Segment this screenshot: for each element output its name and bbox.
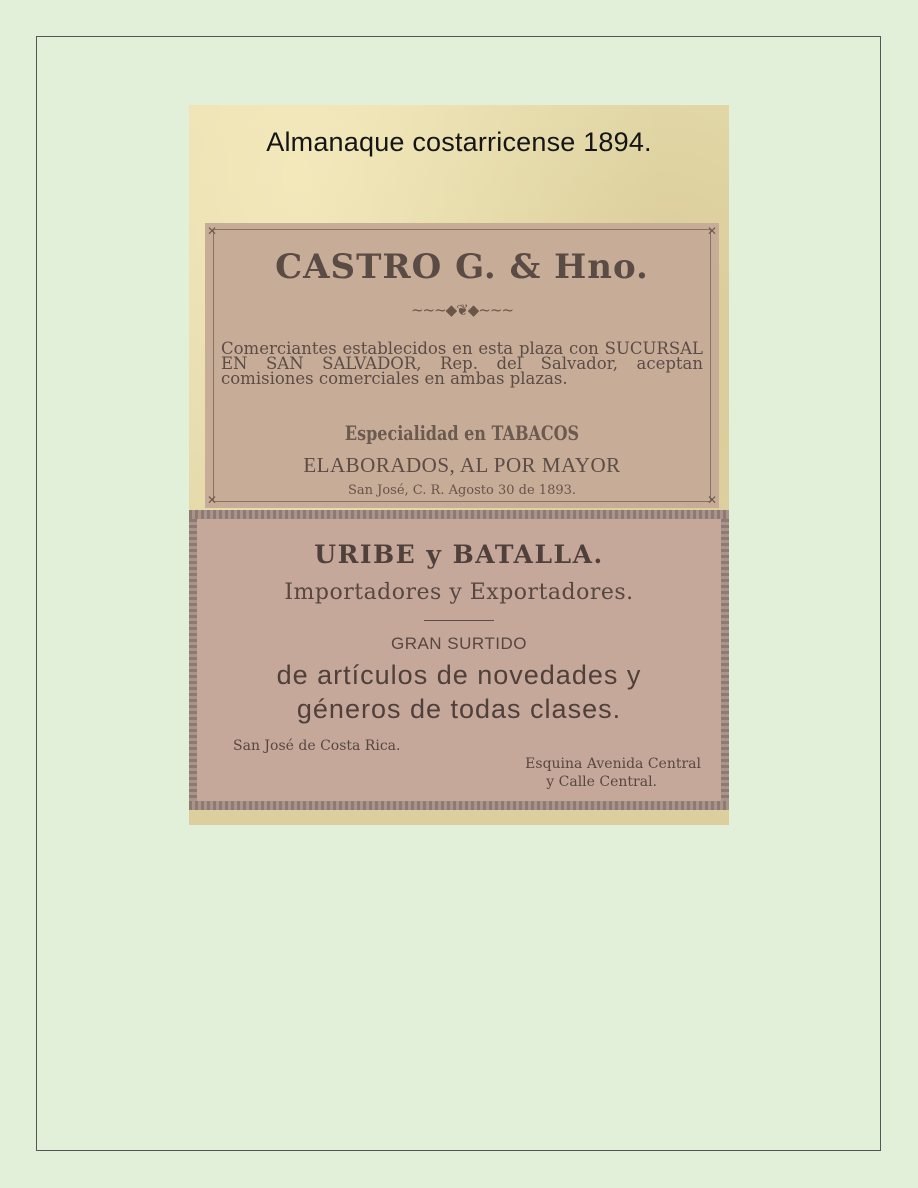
ad-border-top — [189, 510, 729, 519]
uribe-address-1: Esquina Avenida Central — [525, 756, 701, 772]
castro-date: San José, C. R. Agosto 30 de 1893. — [347, 483, 577, 498]
divider — [424, 620, 494, 621]
castro-advertisement — [205, 223, 719, 508]
corner-ornament-icon: ✕ — [706, 224, 717, 238]
almanac-scan-image — [189, 105, 729, 825]
uribe-heading: GRAN SURTIDO — [390, 634, 528, 653]
uribe-firm-name: URIBE y BATALLA. — [314, 540, 604, 569]
flourish-ornament-icon: ~~~◆❦◆~~~ — [410, 301, 514, 319]
uribe-advertisement — [189, 510, 729, 810]
corner-ornament-icon: ✕ — [207, 224, 218, 238]
uribe-line-1: de artículos de novedades y — [276, 660, 642, 690]
scan-title: Almanaque costarricense 1894. — [266, 127, 652, 157]
uribe-line-2: géneros de todas clases. — [296, 694, 622, 724]
corner-ornament-icon: ✕ — [207, 493, 218, 507]
uribe-address-2: y Calle Central. — [546, 774, 657, 790]
uribe-city: San José de Costa Rica. — [233, 738, 401, 754]
uribe-tagline: Importadores y Exportadores. — [284, 580, 634, 605]
castro-specialty: Especialidad en TABACOS — [344, 421, 580, 445]
ad-border-bottom — [189, 801, 729, 810]
castro-description: Comerciantes establecidos en esta plaza con SUCURSAL EN SAN SALVADOR, Rep. del Salvador, aceptan comisiones comerciales en ambas plazas. — [221, 339, 703, 388]
corner-ornament-icon: ✕ — [706, 493, 717, 507]
castro-firm-name: CASTRO G. & Hno. — [275, 247, 649, 287]
castro-wholesale: ELABORADOS, AL POR MAYOR — [303, 453, 621, 477]
